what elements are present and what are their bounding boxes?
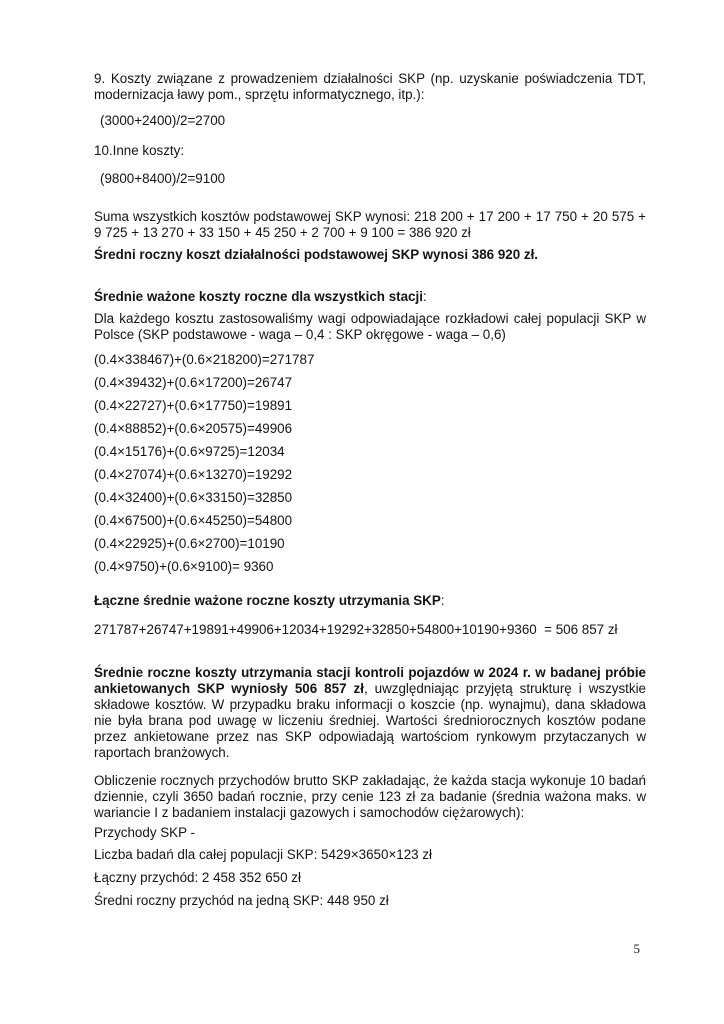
- formula-item-10: (9800+8400)/2=9100: [100, 171, 226, 186]
- heading-weighted-costs-colon: :: [422, 289, 427, 304]
- equation-line-8: (0.4×67500)+(0.6×45250)=54800: [94, 513, 293, 528]
- heading-total-weighted-colon: :: [440, 593, 445, 608]
- formula-item-9: (3000+2400)/2=2700: [100, 113, 226, 128]
- para-avg-annual-cost: Średni roczny koszt działalności podstawowej SKP wynosi 386 920 zł.: [94, 247, 539, 262]
- para-revenue-label: Przychody SKP -: [94, 825, 195, 840]
- para-total-sum: 271787+26747+19891+49906+12034+19292+32850+54800+10190+9360 = 506 857 zł: [94, 622, 618, 637]
- para-tests-count: Liczba badań dla całej populacji SKP: 5429×3650×123 zł: [94, 847, 432, 862]
- heading-total-weighted-text: Łączne średnie ważone roczne koszty utrzymania SKP: [94, 593, 441, 608]
- equation-line-7: (0.4×32400)+(0.6×33150)=32850: [94, 490, 293, 505]
- equation-line-3: (0.4×22727)+(0.6×17750)=19891: [94, 398, 293, 413]
- para-weights-intro: Dla każdego kosztu zastosowaliśmy wagi odpowiadające rozkładowi całej populacji SKP w Polsce (SKP podstawowe - waga – 0,4 : SKP okręgowe - waga – 0,6): [94, 311, 646, 342]
- equation-line-1: (0.4×338467)+(0.6×218200)=271787: [94, 352, 315, 367]
- para-revenue-intro: Obliczenie rocznych przychodów brutto SKP zakładając, że każda stacja wykonuje 10 badań dziennie, czyli 3650 badań rocznie, przy cenie 123 zł za badanie (średnia ważona maks. w wariancie I z badaniem instalacji gazowych i samochodów ciężarowych):: [94, 773, 646, 820]
- para-item-9: 9. Koszty związane z prowadzeniem działalności SKP (np. uzyskanie poświadczenia TDT, modernizacja ławy pom., sprzętu informatycznego, itp.):: [94, 71, 646, 102]
- para-total-revenue: Łączny przychód: 2 458 352 650 zł: [94, 870, 301, 885]
- equation-line-2: (0.4×39432)+(0.6×17200)=26747: [94, 375, 293, 390]
- para-avg-revenue: Średni roczny przychód na jedną SKP: 448 950 zł: [94, 893, 389, 908]
- equation-line-5: (0.4×15176)+(0.6×9725)=12034: [94, 444, 285, 459]
- equation-line-10: (0.4×9750)+(0.6×9100)= 9360: [94, 559, 274, 574]
- page-content: [94, 71, 646, 909]
- equation-line-4: (0.4×88852)+(0.6×20575)=49906: [94, 421, 293, 436]
- heading-weighted-costs: [94, 289, 646, 305]
- para-item-10: 10.Inne koszty:: [94, 143, 185, 158]
- page-number: 5: [633, 941, 640, 956]
- equation-line-6: (0.4×27074)+(0.6×13270)=19292: [94, 467, 293, 482]
- para-sum-costs: Suma wszystkich kosztów podstawowej SKP wynosi: 218 200 + 17 200 + 17 750 + 20 575 + 9 725 + 13 270 + 33 150 + 45 250 + 2 700 + 9 100 = 386 920 zł: [94, 209, 646, 240]
- para-summary-rest: , uwzględniając przyjętą strukturę i wszystkie składowe kosztów. W przypadku braku informacji o koszcie (np. wynajmu), dana składowa nie była brana pod uwagę w liczeniu średniej. Wartości średniorocznych kosztów podane przez ankietowane przez nas SKP odpowiadają wartościom rynkowym przytaczanych w raportach branżowych.: [94, 681, 647, 760]
- para-summary: [94, 665, 646, 761]
- heading-weighted-costs-text: Średnie ważone koszty roczne dla wszystkich stacji: [94, 289, 423, 304]
- equation-line-9: (0.4×22925)+(0.6×2700)=10190: [94, 536, 285, 551]
- para-summary-bold: Średnie roczne koszty utrzymania stacji kontroli pojazdów w 2024 r. w badanej próbie ankietowanych SKP wyniosły 506 857 zł: [94, 665, 646, 696]
- heading-total-weighted: [94, 593, 646, 609]
